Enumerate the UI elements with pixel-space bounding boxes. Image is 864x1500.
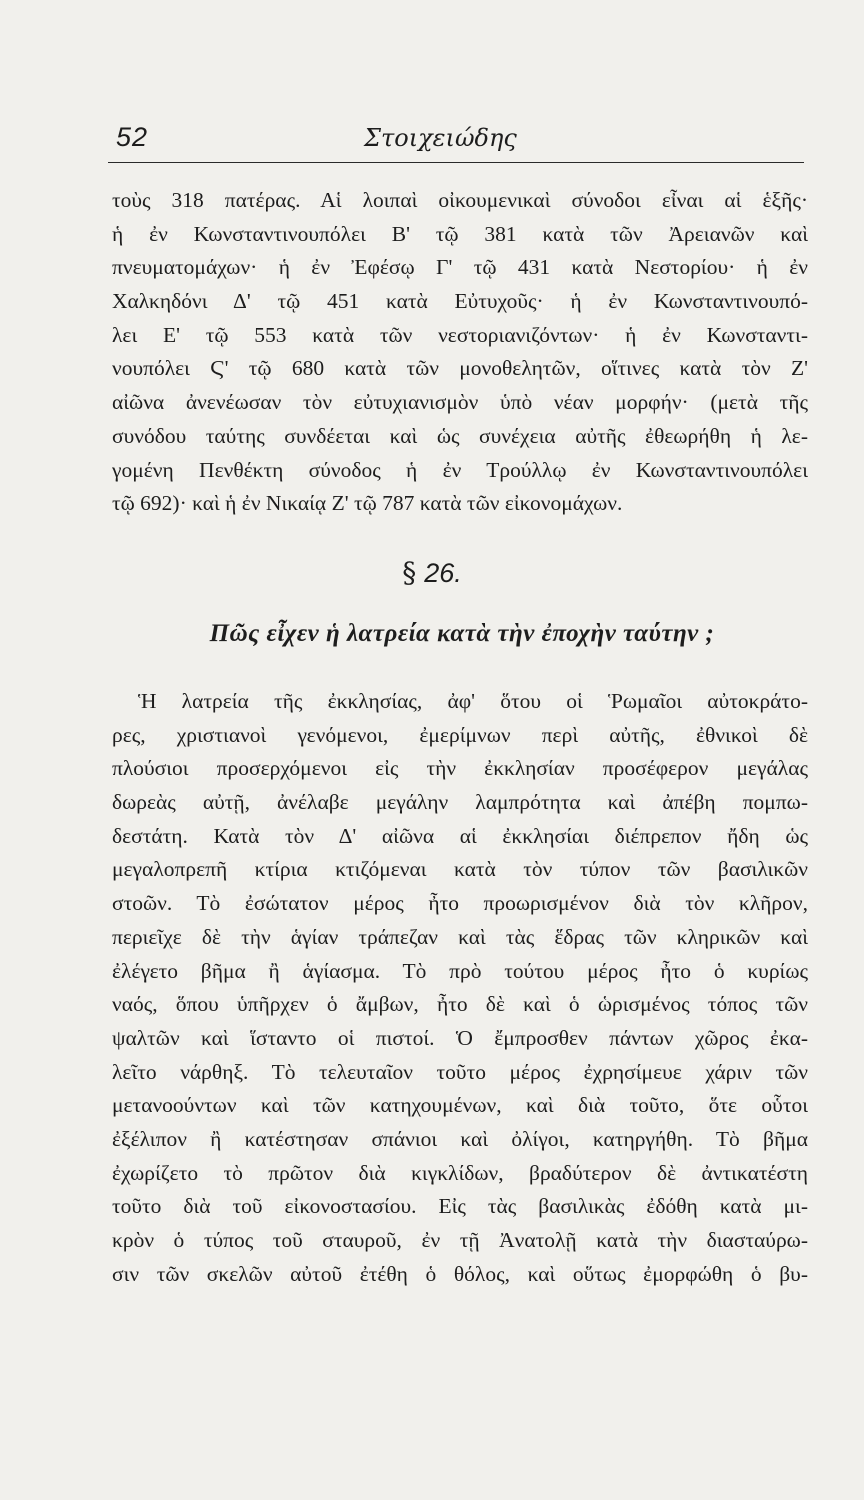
text-line: μεγαλοπρεπῆ κτίρια κτιζόμεναι κατὰ τὸν τύπον τῶν βασιλικῶν [112,857,808,882]
running-title: Στοιχειώδης [364,124,517,152]
header-rule [108,162,804,163]
paragraph-worship [112,685,808,1291]
text-line: ἐξέλιπον ἢ κατέστησαν σπάνιοι καὶ ὀλίγοι, κατηργήθη. Τὸ βῆμα [112,1126,808,1151]
text-line: λεῖτο νάρθηξ. Τὸ τελευταῖον τοῦτο μέρος ἐχρησίμευε χάριν τῶν [112,1059,808,1084]
text-line: ἡ ἐν Κωνσταντινουπόλει Β' τῷ 381 κατὰ τῶν Ἀρειανῶν καὶ [112,221,808,246]
text-line: λει Ε' τῷ 553 κατὰ τῶν νεστοριανιζόντων· ἡ ἐν Κωνσταντι- [112,322,808,347]
section-number-value: 26. [424,558,462,588]
text-line: νουπόλει Ϛ' τῷ 680 κατὰ τῶν μονοθελητῶν, οἵτινες κατὰ τὸν Ζ' [112,356,808,381]
text-line: συνόδου ταύτης συνδέεται καὶ ὡς συνέχεια αὐτῆς ἐθεωρήθη ἡ λε- [112,423,808,448]
section-heading: Πῶς εἶχεν ἡ λατρεία κατὰ τὴν ἐποχὴν ταύτην ; [209,620,715,647]
section-symbol: § [402,556,417,589]
text-line: τῷ 692)· καὶ ἡ ἐν Νικαίᾳ Ζ' τῷ 787 κατὰ τῶν εἰκονομάχων. [112,491,623,516]
text-line: ψαλτῶν καὶ ἵσταντο οἱ πιστοί. Ὁ ἔμπροσθεν πάντων χῶρος ἐκα- [112,1025,808,1050]
page-header [108,122,808,156]
page-number: 52 [116,122,149,152]
text-line: σιν τῶν σκελῶν αὐτοῦ ἐτέθη ὁ θόλος, καὶ οὕτως ἐμορφώθη ὁ βυ- [112,1261,808,1286]
text-line: Ἡ λατρεία τῆς ἐκκλησίας, ἀφ' ὅτου οἱ Ῥωμαῖοι αὐτοκράτο- [138,689,808,713]
section-number [0,556,864,589]
text-line: τοὺς 318 πατέρας. Αἱ λοιπαὶ οἰκουμενικαὶ σύνοδοι εἶναι αἱ ἑξῆς· [112,188,808,212]
text-line: ἐλέγετο βῆμα ἢ ἁγίασμα. Τὸ πρὸ τούτου μέρος ἦτο ὁ κυρίως [112,958,808,983]
paragraph-councils [112,184,808,521]
text-line: πλούσιοι προσερχόμενοι εἰς τὴν ἐκκλησίαν προσέφερον μεγάλας [112,756,808,781]
text-line: Χαλκηδόνι Δ' τῷ 451 κατὰ Εὐτυχοῦς· ἡ ἐν Κωνσταντινουπό- [112,289,808,314]
text-line: κρὸν ὁ τύπος τοῦ σταυροῦ, ἐν τῇ Ἀνατολῇ κατὰ τὴν διασταύρω- [112,1228,808,1252]
text-line: ναός, ὅπου ὑπῆρχεν ὁ ἄμβων, ἦτο δὲ καὶ ὁ ὡρισμένος τόπος τῶν [112,992,808,1017]
text-line: περιεῖχε δὲ τὴν ἁγίαν τράπεζαν καὶ τὰς ἕδρας τῶν κληρικῶν καὶ [112,924,808,949]
text-line: αἰῶνα ἀνενέωσαν τὸν εὐτυχιανισμὸν ὑπὸ νέαν μορφήν· (μετὰ τῆς [112,390,808,415]
text-line: μετανοούντων καὶ τῶν κατηχουμένων, καὶ διὰ τοῦτο, ὅτε οὗτοι [112,1093,808,1118]
text-line: στοῶν. Τὸ ἐσώτατον μέρος ἦτο προωρισμένον διὰ τὸν κλῆρον, [112,891,808,916]
text-line: γομένη Πενθέκτη σύνοδος ἡ ἐν Τρούλλῳ ἐν Κωνσταντινουπόλει [112,457,808,482]
text-line: ἐχωρίζετο τὸ πρῶτον διὰ κιγκλίδων, βραδύτερον δὲ ἀντικατέστη [112,1160,808,1185]
text-line: δεστάτη. Κατὰ τὸν Δ' αἰῶνα αἱ ἐκκλησίαι διέπρεπον ἤδη ὡς [112,823,808,848]
text-line: δωρεὰς αὐτῇ, ἀνέλαβε μεγάλην λαμπρότητα καὶ ἀπέβη πομπω- [112,790,808,815]
text-line: τοῦτο διὰ τοῦ εἰκονοστασίου. Εἰς τὰς βασιλικὰς ἐδόθη κατὰ μι- [112,1194,808,1219]
text-line: πνευματομάχων· ἡ ἐν Ἐφέσῳ Γ' τῷ 431 κατὰ Νεστορίου· ἡ ἐν [112,255,808,280]
text-line: ρες, χριστιανοὶ γενόμενοι, ἐμερίμνων περὶ αὐτῆς, ἐθνικοὶ δὲ [112,722,808,747]
